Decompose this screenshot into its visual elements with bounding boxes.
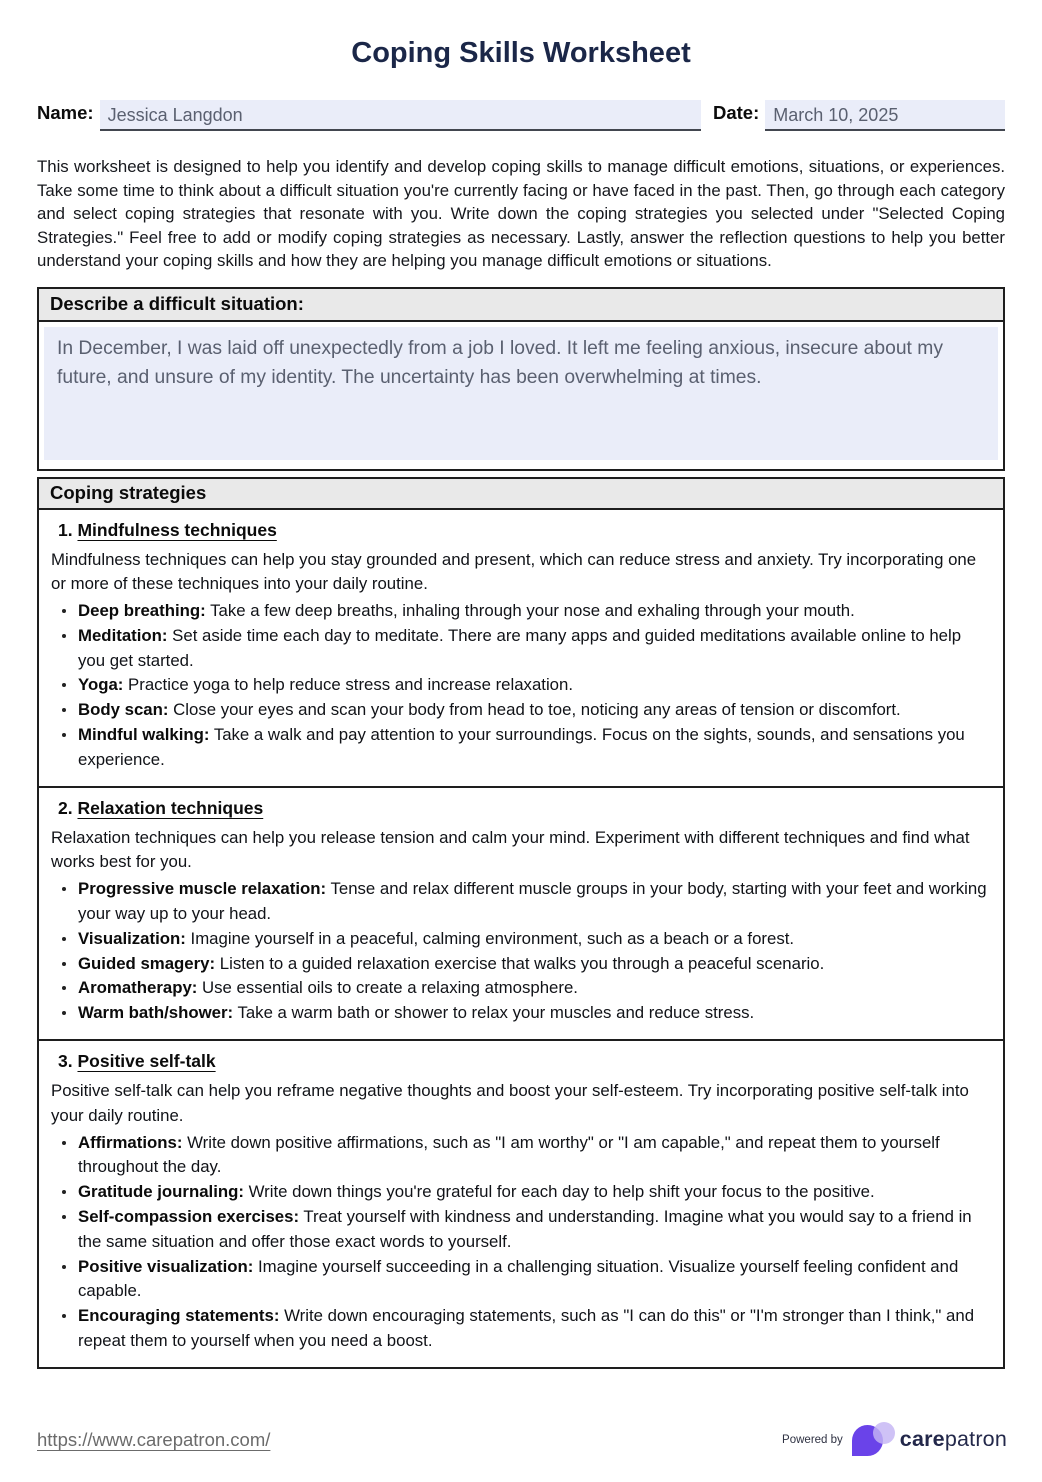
date-field-group (713, 100, 1005, 131)
strategy-label: Meditation: (78, 625, 168, 645)
footer (37, 1421, 1007, 1458)
situation-answer-textarea[interactable]: In December, I was laid off unexpectedly from a job I loved. It left me feeling anxious, insecure about my future, and unsure of my identity. The uncertainty has been overwhelming at times. (44, 327, 998, 460)
strategy-label: Visualization: (78, 928, 186, 948)
coping-section (39, 786, 1003, 1039)
strategy-text: Listen to a guided relaxation exercise that walks you through a peaceful scenario. (219, 953, 825, 973)
carepatron-logo-icon (852, 1421, 898, 1458)
strategy-text: Imagine yourself succeeding in a challenging situation. Visualize yourself feeling confident and capable. (78, 1256, 959, 1301)
strategy-list (51, 877, 992, 1026)
strategy-text: Take a walk and pay attention to your surroundings. Focus on the sights, sounds, and sensations you experience. (78, 725, 965, 769)
strategy-item (51, 1205, 992, 1255)
strategy-label: Deep breathing: (78, 601, 206, 621)
footer-link[interactable]: https://www.carepatron.com/ (37, 1428, 271, 1450)
section-title (58, 798, 992, 819)
section-name: Relaxation techniques (77, 797, 264, 818)
coping-strategies-header: Coping strategies (39, 479, 1003, 510)
strategy-text: Imagine yourself in a peaceful, calming environment, such as a beach or a forest. (190, 928, 795, 948)
name-label: Name: (37, 102, 94, 123)
coping-strategies-box (37, 477, 1005, 1369)
strategy-item (51, 1255, 992, 1305)
strategy-label: Guided smagery: (78, 953, 216, 973)
strategy-item (51, 1304, 992, 1354)
coping-sections (39, 510, 1003, 1367)
section-number: 1. (58, 519, 73, 540)
situation-box-body (39, 322, 1003, 469)
date-value: March 10, 2025 (773, 105, 899, 125)
logo-circle-shape (873, 1422, 895, 1444)
wordmark-patron: patron (944, 1427, 1007, 1451)
powered-by-block (782, 1421, 1007, 1458)
strategy-item (51, 1131, 992, 1181)
strategy-text: Close your eyes and scan your body from head to toe, noticing any areas of tension or discomfort. (173, 700, 901, 720)
section-number: 3. (58, 1051, 73, 1072)
strategy-text: Use essential oils to create a relaxing atmosphere. (202, 978, 578, 998)
strategy-item (51, 927, 992, 952)
strategy-label: Gratitude journaling: (78, 1182, 244, 1202)
strategy-item (51, 624, 992, 674)
strategy-item (51, 599, 992, 624)
carepatron-wordmark (900, 1427, 1007, 1452)
strategy-label: Mindful walking: (78, 725, 210, 745)
name-value: Jessica Langdon (107, 105, 243, 125)
section-description: Mindfulness techniques can help you stay grounded and present, which can reduce stress and anxiety. Try incorporating one or more of these techniques into your daily routine. (51, 549, 977, 594)
coping-section (39, 510, 1003, 786)
strategy-label: Body scan: (78, 700, 169, 720)
name-field-group (37, 100, 701, 131)
section-name: Positive self-talk (77, 1051, 216, 1072)
strategy-text: Take a warm bath or shower to relax your muscles and reduce stress. (237, 1003, 755, 1023)
name-input[interactable] (100, 100, 701, 131)
strategy-label: Aromatherapy: (78, 978, 198, 998)
strategy-label: Yoga: (78, 675, 124, 695)
situation-box (37, 287, 1005, 471)
situation-box-header: Describe a difficult situation: (39, 289, 1003, 322)
section-number: 2. (58, 797, 73, 818)
strategy-text: Write down positive affirmations, such as "I am worthy" or "I am capable," and repeat them to yourself throughout the day. (78, 1132, 940, 1177)
powered-by-label: Powered by (782, 1433, 843, 1446)
strategy-item (51, 698, 992, 723)
strategy-text: Write down encouraging statements, such as "I can do this" or "I'm stronger than I think," and repeat them to yourself when you need a boost. (78, 1306, 975, 1351)
header-fields (37, 100, 1005, 131)
page-title: Coping Skills Worksheet (351, 37, 691, 69)
strategy-item (51, 723, 992, 773)
strategy-item (51, 1180, 992, 1205)
strategy-text: Set aside time each day to meditate. There are many apps and guided meditations available online to help you get started. (78, 625, 962, 670)
strategy-label: Encouraging statements: (78, 1306, 280, 1326)
strategy-item (51, 976, 992, 1001)
strategy-text: Write down things you're grateful for each day to help shift your focus to the positive. (248, 1182, 875, 1202)
section-description: Relaxation techniques can help you release tension and calm your mind. Experiment with different techniques and find what works best for you. (51, 827, 970, 872)
strategy-label: Progressive muscle relaxation: (78, 879, 327, 899)
strategy-item (51, 877, 992, 927)
section-title (58, 520, 992, 541)
wordmark-care: care (899, 1427, 945, 1451)
strategy-label: Self-compassion exercises: (78, 1207, 300, 1227)
date-label: Date: (713, 102, 760, 123)
section-name: Mindfulness techniques (77, 519, 277, 540)
strategy-label: Warm bath/shower: (78, 1003, 234, 1023)
strategy-list (51, 599, 992, 773)
section-description: Positive self-talk can help you reframe negative thoughts and boost your self-esteem. Try incorporating positive self-talk into your daily routine. (51, 1081, 969, 1125)
strategy-text: Practice yoga to help reduce stress and increase relaxation. (128, 675, 573, 695)
section-title (58, 1051, 992, 1072)
strategy-item (51, 952, 992, 977)
strategy-text: Take a few deep breaths, inhaling through your nose and exhaling through your mouth. (210, 601, 855, 621)
strategy-text: Treat yourself with kindness and understanding. Imagine what you would say to a friend in the same situation and offer those exact words to yourself. (78, 1207, 972, 1251)
coping-section (39, 1039, 1003, 1367)
intro-text: This worksheet is designed to help you identify and develop coping skills to manage difficult emotions, situations, or experiences. Take some time to think about a difficult situation you're currently facing or have faced in the past. Then, go through each category and select coping strategies that resonate with you. Write down the coping strategies you selected under "Selected Coping Strategies." Feel free to add or modify coping strategies as necessary. Lastly, answer the reflection questions to help you better understand your coping skills and how they are helping you manage difficult emotions or situations. (37, 157, 1005, 270)
strategy-item (51, 673, 992, 698)
strategy-label: Positive visualization: (78, 1256, 254, 1276)
strategy-list (51, 1131, 992, 1354)
date-input[interactable] (765, 100, 1005, 131)
strategy-label: Affirmations: (78, 1132, 183, 1152)
strategy-text: Tense and relax different muscle groups in your body, starting with your feet and working your way up to your head. (78, 879, 987, 924)
strategy-item (51, 1001, 992, 1026)
